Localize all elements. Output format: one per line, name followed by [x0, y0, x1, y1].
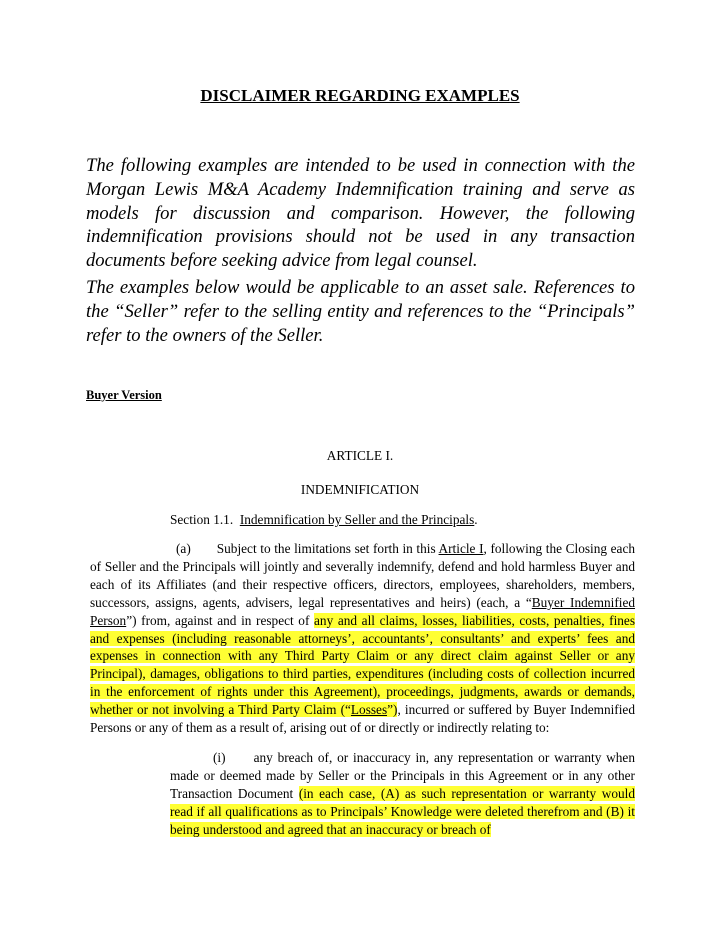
defined-term-losses: Losses — [350, 702, 388, 718]
article-reference: Article I — [438, 541, 484, 556]
paragraph-i — [170, 749, 635, 839]
paragraph-a-text-2: , following the Closing each of Seller and the Principals will jointly and severally indemnify, defend and hold harmless Buyer and each of its Affiliates (and their respective officers, directors, employees, shareholders, members, successors, assigns, agents, advisers, legal representatives and heirs) (each, a “ — [90, 541, 635, 610]
paragraph-a-marker: (a) — [176, 541, 191, 556]
paragraph-a-text-4: , incurred or suffered by Buyer Indemnified Persons or any of them as a result of, arising out of or directly or indirectly relating to: — [90, 702, 635, 736]
paragraph-a-text-1: Subject to the limitations set forth in this — [216, 541, 439, 556]
document-title: DISCLAIMER REGARDING EXAMPLES — [200, 86, 520, 105]
highlighted-losses-close: ”) — [387, 702, 398, 718]
paragraph-i-text: any breach of, or inaccuracy in, any representation or warranty when made or deemed made by Seller or the Principals in this Agreement or in any other Transaction Document — [170, 750, 635, 801]
section-period: . — [474, 512, 478, 527]
defined-term-buyer-indemnified-person: Buyer Indemnified Person — [90, 594, 636, 628]
buyer-version-heading: Buyer Version — [86, 388, 162, 402]
highlighted-qualification: (in each case, (A) as such representation or warranty would read if all qualifications as to Principals’ Knowledge were deleted therefrom and (B) it being understood and agreed that an inaccuracy or breach of — [170, 785, 635, 837]
highlighted-losses-definition: any and all claims, losses, liabilities, costs, penalties, fines and expenses (including reasonable attorneys’, accountants’, consultants’ and experts’ fees and expenses in connection with any Third Party Claim or any direct claim against Seller or any Principal), damages, obligations to third parties, expenditures (including costs of collection incurred in the enforcement of rights under this Agreement), proceedings, judgments, awards or demands, whether or not involving a Third Party Claim (“ — [90, 612, 635, 718]
paragraph-a — [90, 540, 635, 737]
indemnification-heading: INDEMNIFICATION — [300, 482, 420, 497]
section-heading — [170, 512, 478, 528]
disclaimer-paragraph-2: The examples below would be applicable to an asset sale. References to the “Seller” refer to the selling entity and references to the “Principals” refer to the owners of the Seller. — [86, 277, 635, 346]
disclaimer-paragraph-1: The following examples are intended to be used in connection with the Morgan Lewis M&A Academy Indemnification training and serve as models for discussion and comparison. However, the following indemnification provisions should not be used in any transaction documents before seeking advice from legal counsel. — [86, 155, 635, 272]
paragraph-a-text-3: ”) from, against and in respect of — [126, 612, 315, 628]
section-number: Section 1.1. — [170, 512, 234, 527]
section-title: Indemnification by Seller and the Principals — [239, 512, 475, 527]
paragraph-i-marker: (i) — [213, 750, 226, 765]
article-heading: ARTICLE I. — [326, 448, 394, 463]
